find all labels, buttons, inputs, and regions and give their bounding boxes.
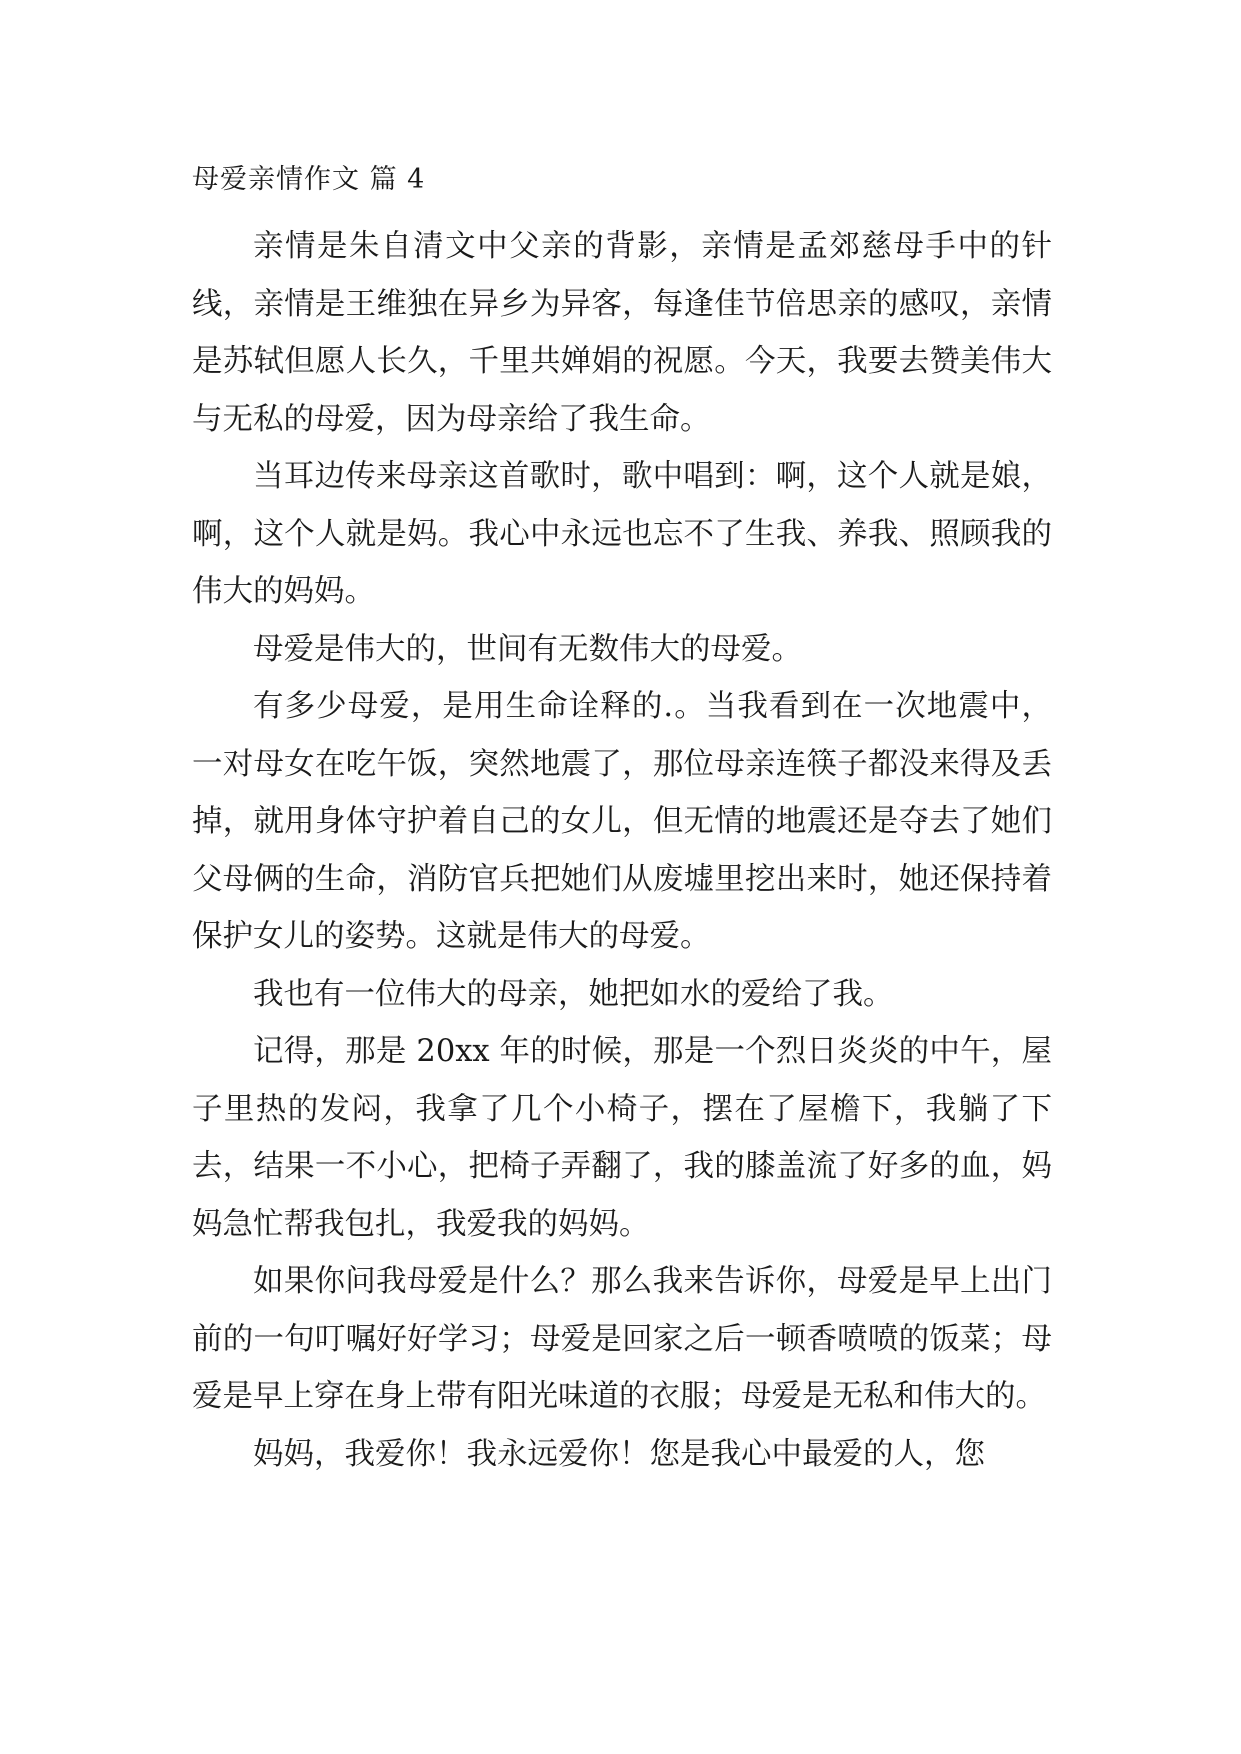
paragraph: 我也有一位伟大的母亲，她把如水的爱给了我。 — [253, 976, 894, 1012]
document-body — [192, 158, 1052, 1483]
paragraph: 当耳边传来母亲这首歌时，歌中唱到：啊，这个人就是娘，啊，这个人就是妈。我心中永远也忘不了生我、养我、照顾我的伟大的妈妈。 — [192, 459, 1052, 609]
paragraph: 妈妈，我爱你！我永远爱你！您是我心中最爱的人，您 — [253, 1436, 985, 1472]
paragraph: 如果你问我母爱是什么？那么我来告诉你，母爱是早上出门前的一句叮嘱好好学习；母爱是回家之后一顿香喷喷的饭菜；母爱是早上穿在身上带有阳光味道的衣服；母爱是无私和伟大的。 — [192, 1264, 1052, 1414]
paragraph: 亲情是朱自清文中父亲的背影，亲情是孟郊慈母手中的针线，亲情是王维独在异乡为异客，每逢佳节倍思亲的感叹，亲情是苏轼但愿人长久，千里共婵娟的祝愿。今天，我要去赞美伟大与无私的母爱，因为母亲给了我生命。 — [192, 229, 1052, 437]
paragraph: 有多少母爱，是用生命诠释的.。当我看到在一次地震中，一对母女在吃午饭，突然地震了，那位母亲连筷子都没来得及丢掉，就用身体守护着自己的女儿，但无情的地震还是夺去了她们父母俩的生命，消防官兵把她们从废墟里挖出来时，她还保持着保护女儿的姿势。这就是伟大的母爱。 — [192, 689, 1052, 954]
paragraph: 记得，那是 20xx 年的时候，那是一个烈日炎炎的中午，屋子里热的发闷，我拿了几个小椅子，摆在了屋檐下，我躺了下去，结果一不小心，把椅子弄翻了，我的膝盖流了好多的血，妈妈急忙帮我包扎，我爱我的妈妈。 — [192, 1034, 1052, 1242]
document-title: 母爱亲情作文 篇 4 — [192, 164, 426, 195]
paragraph: 母爱是伟大的，世间有无数伟大的母爱。 — [253, 631, 802, 667]
